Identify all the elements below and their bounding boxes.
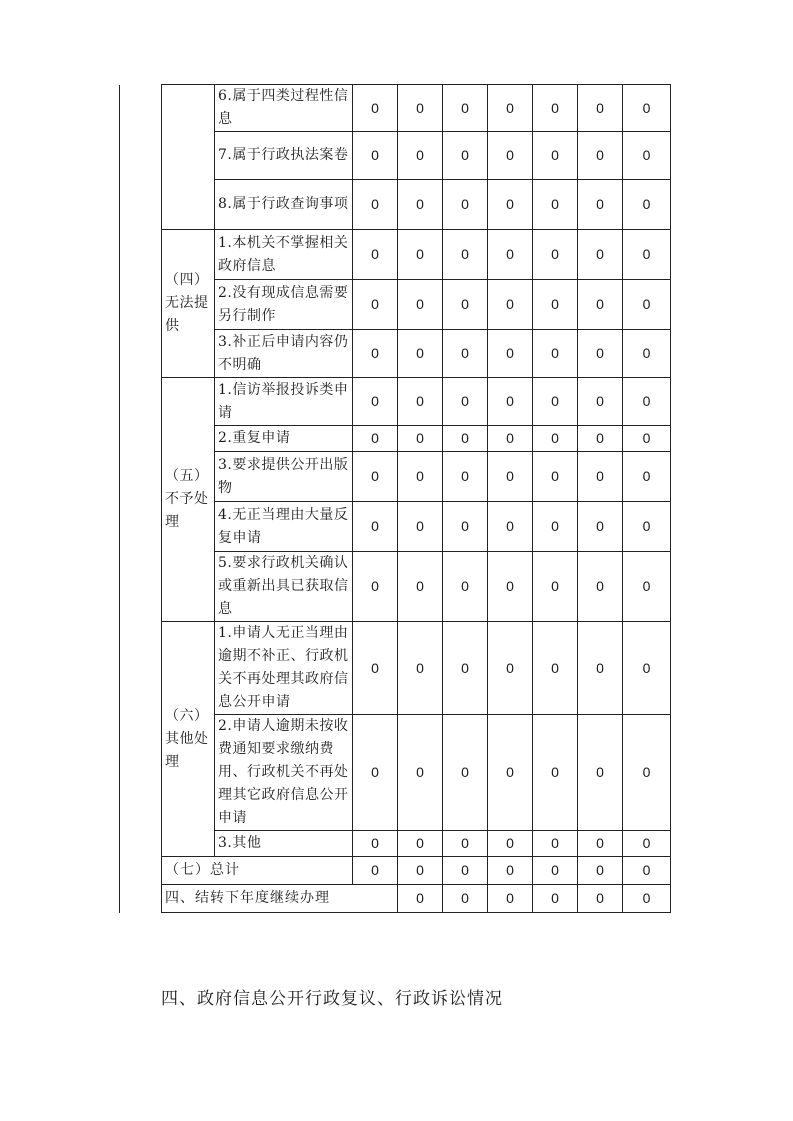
value-cell: 0 [488, 885, 533, 913]
value-cell: 0 [398, 715, 443, 831]
row-label: 8.属于行政查询事项 [215, 180, 353, 230]
value-cell: 0 [353, 502, 398, 552]
value-cell: 0 [398, 502, 443, 552]
table-row [120, 622, 671, 715]
value-cell: 0 [443, 132, 488, 180]
value-cell: 0 [488, 715, 533, 831]
value-cell: 0 [443, 622, 488, 715]
value-cell: 0 [398, 452, 443, 502]
value-cell: 0 [443, 831, 488, 857]
value-cell: 0 [488, 132, 533, 180]
value-cell: 0 [398, 378, 443, 426]
row-label: 7.属于行政执法案卷 [215, 132, 353, 180]
value-cell: 0 [488, 426, 533, 452]
group-label: （六）其他处理 [162, 622, 215, 857]
row-label: 3.补正后申请内容仍不明确 [215, 330, 353, 378]
table-row [120, 85, 671, 132]
value-cell: 0 [578, 715, 623, 831]
value-cell: 0 [488, 857, 533, 885]
value-cell: 0 [398, 552, 443, 622]
value-cell: 0 [623, 426, 671, 452]
group-label: （四）无法提供 [162, 230, 215, 378]
value-cell: 0 [578, 230, 623, 280]
value-cell: 0 [353, 280, 398, 330]
value-cell: 0 [533, 857, 578, 885]
row-label: 1.本机关不掌握相关政府信息 [215, 230, 353, 280]
value-cell: 0 [443, 552, 488, 622]
value-cell: 0 [488, 831, 533, 857]
value-cell: 0 [533, 230, 578, 280]
value-cell: 0 [443, 502, 488, 552]
value-cell: 0 [488, 280, 533, 330]
value-cell: 0 [488, 180, 533, 230]
value-cell: 0 [578, 426, 623, 452]
value-cell: 0 [578, 132, 623, 180]
table-row [120, 230, 671, 280]
value-cell: 0 [533, 378, 578, 426]
value-cell: 0 [488, 330, 533, 378]
value-cell: 0 [488, 452, 533, 502]
value-cell: 0 [533, 552, 578, 622]
value-cell: 0 [623, 552, 671, 622]
value-cell: 0 [533, 831, 578, 857]
value-cell: 0 [623, 622, 671, 715]
value-cell: 0 [533, 452, 578, 502]
value-cell: 0 [488, 552, 533, 622]
value-cell: 0 [353, 622, 398, 715]
row-label: 3.要求提供公开出版物 [215, 452, 353, 502]
value-cell: 0 [578, 378, 623, 426]
value-cell: 0 [488, 230, 533, 280]
value-cell: 0 [398, 330, 443, 378]
value-cell: 0 [578, 831, 623, 857]
value-cell: 0 [533, 330, 578, 378]
value-cell: 0 [398, 622, 443, 715]
value-cell: 0 [398, 180, 443, 230]
value-cell: 0 [398, 857, 443, 885]
value-cell: 0 [533, 715, 578, 831]
value-cell: 0 [578, 622, 623, 715]
value-cell: 0 [578, 452, 623, 502]
value-cell: 0 [443, 230, 488, 280]
value-cell: 0 [443, 280, 488, 330]
value-cell: 0 [533, 180, 578, 230]
value-cell: 0 [488, 85, 533, 132]
value-cell: 0 [443, 330, 488, 378]
value-cell: 0 [353, 426, 398, 452]
row-label: 四、结转下年度继续办理 [162, 885, 398, 913]
value-cell: 0 [398, 831, 443, 857]
value-cell: 0 [353, 85, 398, 132]
row-label: 2.没有现成信息需要另行制作 [215, 280, 353, 330]
table-row [120, 378, 671, 426]
value-cell: 0 [533, 426, 578, 452]
value-cell: 0 [623, 85, 671, 132]
value-cell: 0 [398, 280, 443, 330]
table-row [120, 857, 671, 885]
row-label: 1.申请人无正当理由逾期不补正、行政机关不再处理其政府信息公开申请 [215, 622, 353, 715]
value-cell: 0 [443, 426, 488, 452]
value-cell: 0 [533, 885, 578, 913]
value-cell: 0 [398, 230, 443, 280]
row-label: 2.重复申请 [215, 426, 353, 452]
value-cell: 0 [488, 378, 533, 426]
blank-cell [120, 85, 162, 913]
row-label: 2.申请人逾期未按收费通知要求缴纳费用、行政机关不再处理其它政府信息公开申请 [215, 715, 353, 831]
value-cell: 0 [533, 132, 578, 180]
value-cell: 0 [578, 885, 623, 913]
value-cell: 0 [623, 885, 671, 913]
value-cell: 0 [623, 132, 671, 180]
value-cell: 0 [578, 857, 623, 885]
value-cell: 0 [353, 715, 398, 831]
value-cell: 0 [488, 622, 533, 715]
section-heading: 四、政府信息公开行政复议、行政诉讼情况 [161, 989, 503, 1009]
row-label: 6.属于四类过程性信息 [215, 85, 353, 132]
value-cell: 0 [578, 280, 623, 330]
value-cell: 0 [578, 552, 623, 622]
value-cell: 0 [623, 452, 671, 502]
value-cell: 0 [353, 452, 398, 502]
value-cell: 0 [578, 85, 623, 132]
value-cell: 0 [443, 180, 488, 230]
row-label: 5.要求行政机关确认或重新出具已获取信息 [215, 552, 353, 622]
value-cell: 0 [578, 330, 623, 378]
value-cell: 0 [623, 831, 671, 857]
value-cell: 0 [443, 857, 488, 885]
value-cell: 0 [443, 452, 488, 502]
value-cell: 0 [578, 180, 623, 230]
value-cell: 0 [353, 831, 398, 857]
value-cell: 0 [353, 378, 398, 426]
value-cell: 0 [623, 378, 671, 426]
value-cell: 0 [623, 330, 671, 378]
value-cell: 0 [353, 857, 398, 885]
row-label: 3.其他 [215, 831, 353, 857]
value-cell: 0 [398, 885, 443, 913]
row-label: 4.无正当理由大量反复申请 [215, 502, 353, 552]
value-cell: 0 [533, 280, 578, 330]
value-cell: 0 [623, 715, 671, 831]
value-cell: 0 [398, 85, 443, 132]
row-label: （七）总计 [162, 857, 353, 885]
statistics-table [119, 84, 671, 913]
value-cell: 0 [533, 85, 578, 132]
group-label: （五）不予处理 [162, 378, 215, 622]
value-cell: 0 [623, 280, 671, 330]
value-cell: 0 [623, 180, 671, 230]
value-cell: 0 [398, 132, 443, 180]
value-cell: 0 [443, 85, 488, 132]
value-cell: 0 [353, 552, 398, 622]
value-cell: 0 [443, 885, 488, 913]
value-cell: 0 [443, 378, 488, 426]
value-cell: 0 [533, 502, 578, 552]
value-cell: 0 [623, 230, 671, 280]
value-cell: 0 [623, 857, 671, 885]
table-body [120, 85, 671, 913]
row-label: 1.信访举报投诉类申请 [215, 378, 353, 426]
value-cell: 0 [398, 426, 443, 452]
value-cell: 0 [353, 230, 398, 280]
value-cell: 0 [353, 132, 398, 180]
value-cell: 0 [578, 502, 623, 552]
value-cell: 0 [353, 330, 398, 378]
value-cell: 0 [623, 502, 671, 552]
group-label-empty [162, 85, 215, 230]
value-cell: 0 [488, 502, 533, 552]
value-cell: 0 [533, 622, 578, 715]
value-cell: 0 [353, 180, 398, 230]
value-cell: 0 [443, 715, 488, 831]
table-row [120, 885, 671, 913]
